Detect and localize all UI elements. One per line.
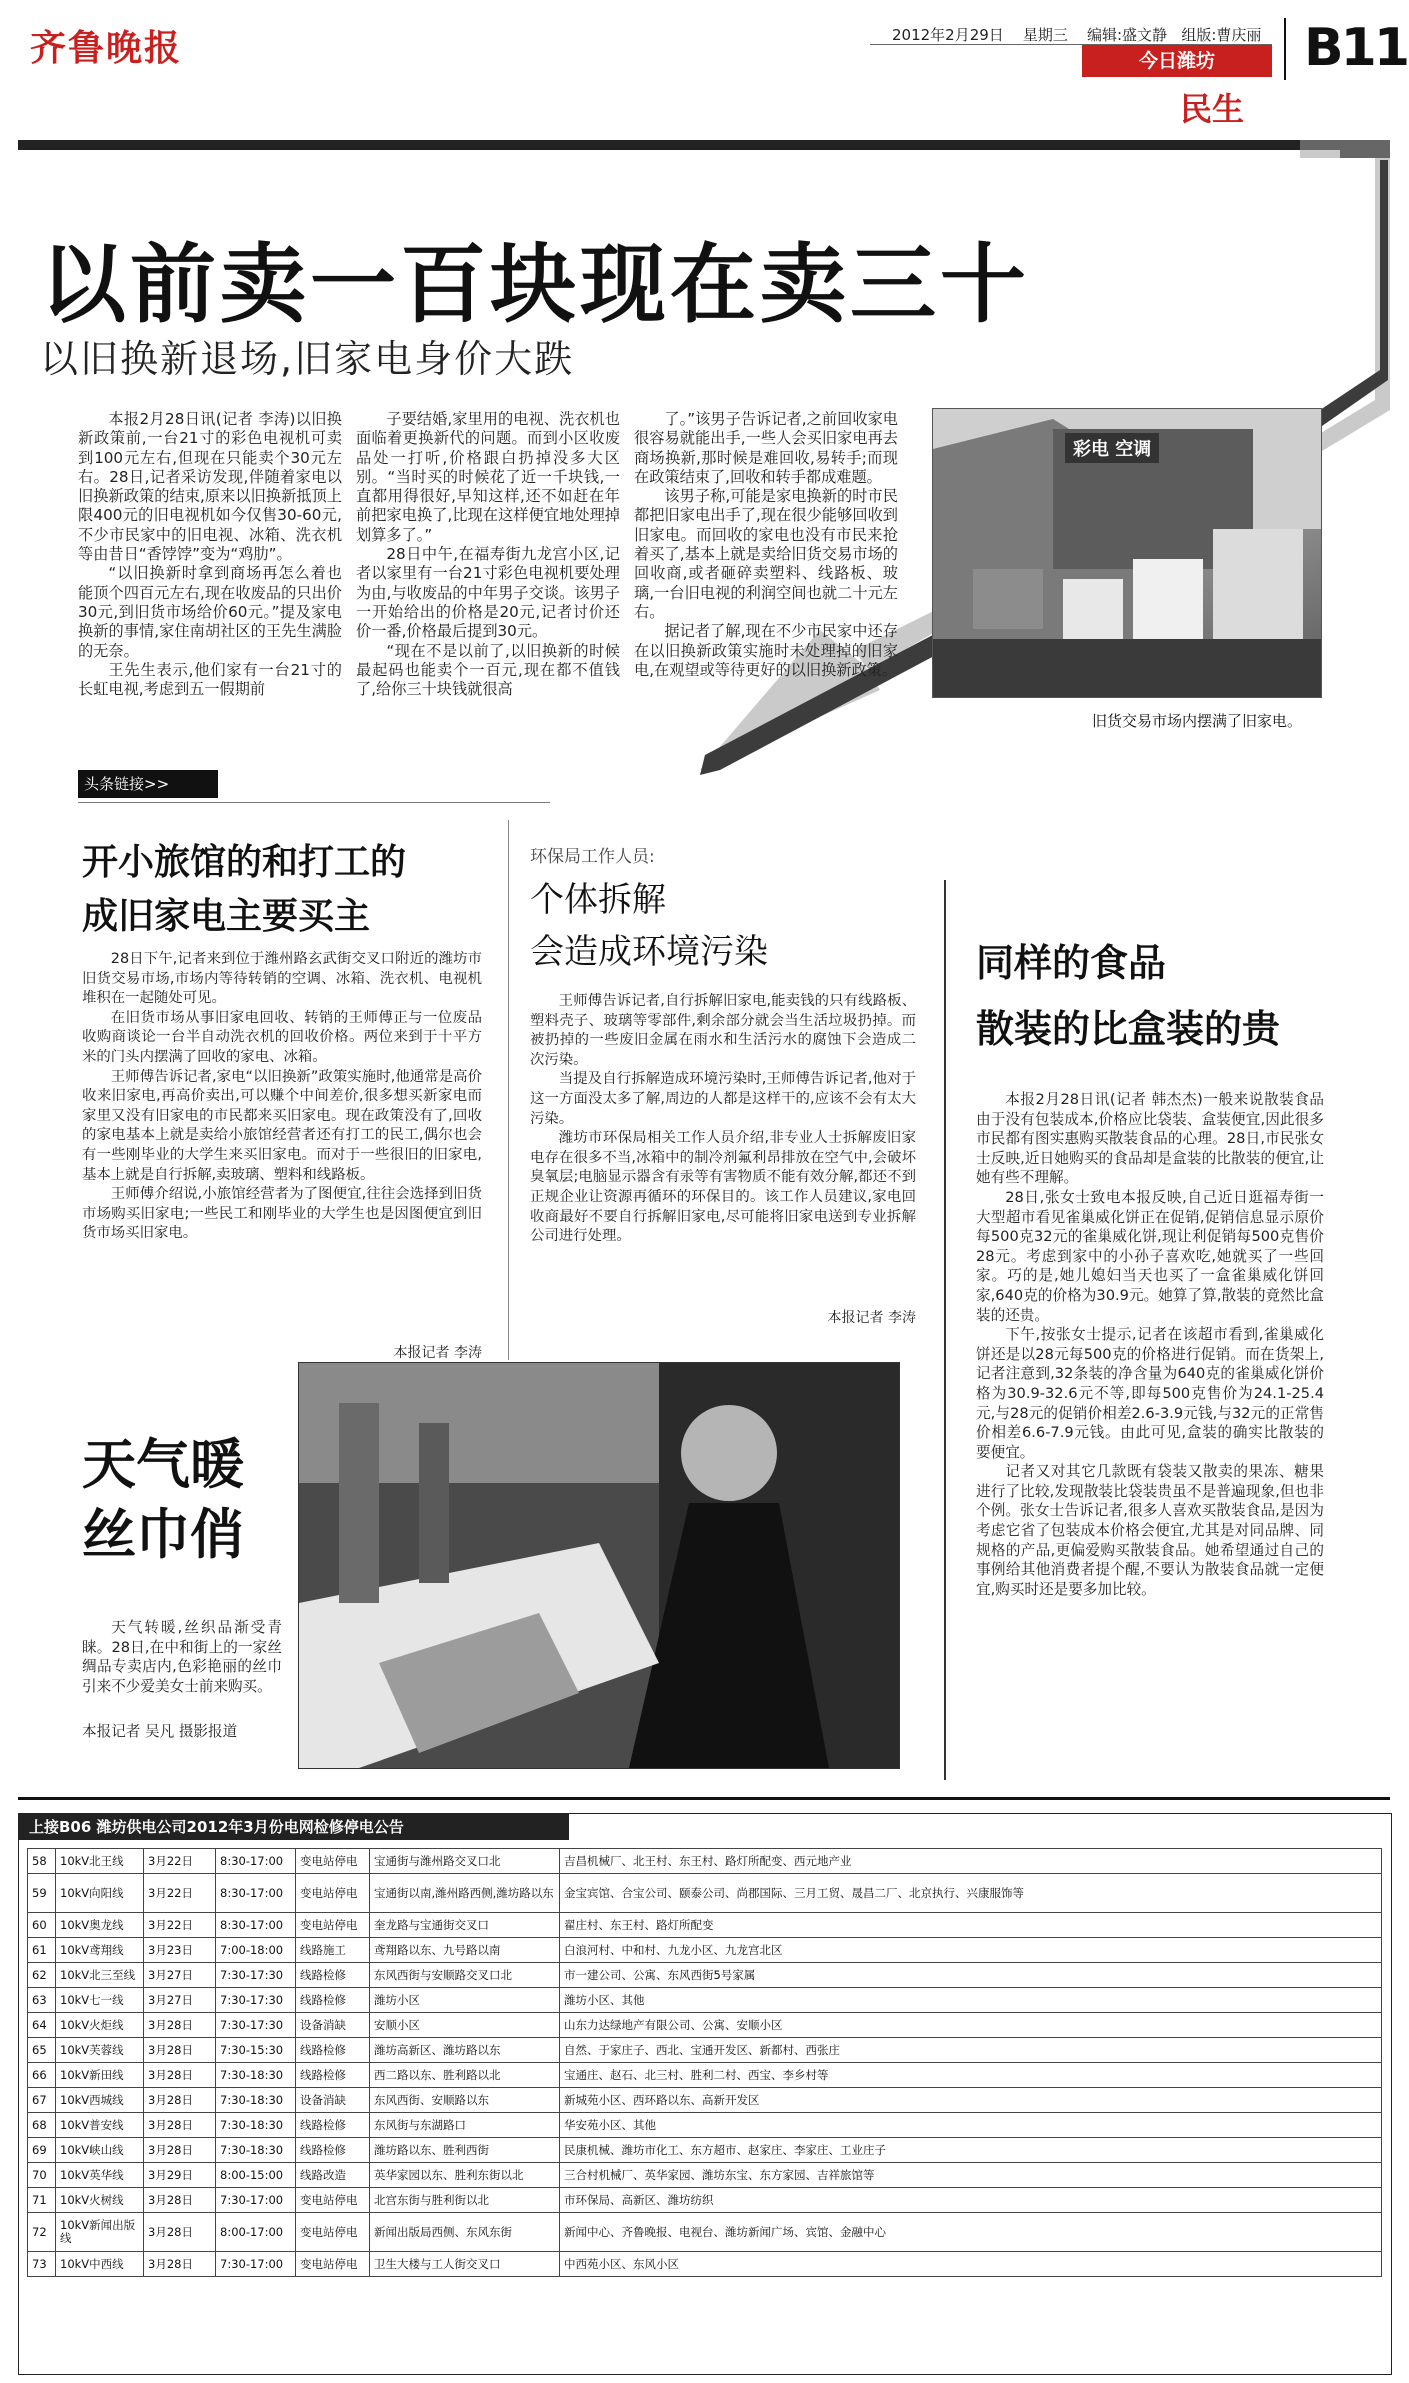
table-cell: 60 [28, 1913, 56, 1938]
table-cell: 宝通街与潍州路交叉口北 [370, 1849, 560, 1874]
table-cell: 64 [28, 2013, 56, 2038]
table-cell: 3月22日 [144, 1913, 216, 1938]
table-cell: 10kV火树线 [56, 2188, 144, 2213]
notice-title: 上接B06 潍坊供电公司2012年3月份电网检修停电公告 [19, 1814, 569, 1840]
table-cell: 7:30-17:00 [216, 2188, 296, 2213]
side-title-line2: 散装的比盒装的贵 [976, 1007, 1281, 1051]
table-cell: 10kV中西线 [56, 2252, 144, 2277]
table-cell: 设备消缺 [296, 2013, 370, 2038]
table-cell: 华安苑小区、其他 [560, 2113, 1382, 2138]
section-name: 民生 [1180, 90, 1245, 128]
table-cell: 线路改造 [296, 2163, 370, 2188]
related-tag-rule [78, 802, 550, 803]
table-cell: 潍坊路以东、胜利西街 [370, 2138, 560, 2163]
issue-meta [892, 24, 1261, 45]
table-cell: 69 [28, 2138, 56, 2163]
issue-date: 2012年2月29日 [892, 26, 1004, 44]
paragraph: 28日中午,在福寿街九龙宫小区,记者以家里有一台21寸彩色电视机要处理为由,与收废品的中年男子交谈。该男子一开始给出的价格是20元,记者讨价还价一番,价格最后提到30元。 [356, 545, 620, 641]
table-cell: 卫生大楼与工人街交叉口 [370, 2252, 560, 2277]
article-b-title [530, 874, 768, 978]
table-cell: 70 [28, 2163, 56, 2188]
table-cell: 3月28日 [144, 2013, 216, 2038]
table-cell: 山东力达绿地产有限公司、公寓、安顺小区 [560, 2013, 1382, 2038]
table-cell: 7:30-15:30 [216, 2038, 296, 2063]
table-cell: 民康机械、潍坊市化工、东方超市、赵家庄、李家庄、工业庄子 [560, 2138, 1382, 2163]
table-cell: 3月28日 [144, 2138, 216, 2163]
table-cell: 10kV北三至线 [56, 1963, 144, 1988]
scarf-shop-photo [298, 1362, 900, 1769]
table-cell: 线路检修 [296, 1988, 370, 2013]
table-cell: 线路检修 [296, 2063, 370, 2088]
table-cell: 变电站停电 [296, 1874, 370, 1913]
table-cell: 安顺小区 [370, 2013, 560, 2038]
issue-weekday: 星期三 [1022, 26, 1068, 44]
article-a-title-line2: 成旧家电主要买主 [82, 896, 371, 937]
table-row [28, 2113, 1382, 2138]
paragraph: 子要结婚,家里用的电视、洗衣机也面临着更换新代的问题。而到小区收废品处一打听,价格跟白扔掉没多大区别。“当时买的时候花了近一千块钱,一直都用得很好,早知这样,还不如赶在年前把家电换了,比现在这样便宜地处理掉划算多了。” [356, 410, 620, 544]
table-row [28, 1849, 1382, 1874]
table-cell: 变电站停电 [296, 1913, 370, 1938]
paragraph: “现在不是以前了,以旧换新的时候最起码也能卖个一百元,现在都不值钱了,给你三十块钱就很高 [356, 641, 620, 699]
table-cell: 线路施工 [296, 1938, 370, 1963]
table-row [28, 2013, 1382, 2038]
table-cell: 8:00-17:00 [216, 2213, 296, 2252]
paragraph: 下午,按张女士提示,记者在该超市看到,雀巢威化饼还是以28元每500克的价格进行促销。而在货架上,记者注意到,32条装的净含量为640克的雀巢威化饼价格为30.9-32.6元不等,即每500克售价为24.1-25.4元,与28元的促销价相差2.6-3.9元钱,与32元的正常售价相差6.6-7.9元钱。由此可见,盒装的确实比散装的要便宜。 [976, 1326, 1324, 1461]
table-row [28, 1988, 1382, 2013]
table-cell: 61 [28, 1938, 56, 1963]
table-row [28, 1938, 1382, 1963]
table-cell: 3月28日 [144, 2063, 216, 2088]
subhead: 以旧换新退场,旧家电身价大跌 [40, 337, 575, 381]
lead-column-1 [78, 410, 342, 699]
weather-title-line2: 丝巾俏 [82, 1503, 244, 1566]
table-row [28, 2213, 1382, 2252]
article-a-body [82, 950, 482, 1244]
table-cell: 变电站停电 [296, 2252, 370, 2277]
table-cell: 71 [28, 2188, 56, 2213]
article-b-kicker: 环保局工作人员: [530, 847, 655, 867]
table-cell: 65 [28, 2038, 56, 2063]
table-cell: 潍坊高新区、潍坊路以东 [370, 2038, 560, 2063]
table-cell: 变电站停电 [296, 2188, 370, 2213]
table-cell: 67 [28, 2088, 56, 2113]
editor-credit: 编辑:盛文静 [1086, 26, 1168, 44]
table-cell: 东风街与东湖路口 [370, 2113, 560, 2138]
table-cell: 10kV向阳线 [56, 1874, 144, 1913]
table-cell: 3月28日 [144, 2113, 216, 2138]
table-cell: 7:30-18:30 [216, 2113, 296, 2138]
table-cell: 7:30-18:30 [216, 2138, 296, 2163]
table-cell: 白浪河村、中和村、九龙小区、九龙宫北区 [560, 1938, 1382, 1963]
paragraph: 当提及自行拆解造成环境污染时,王师傅告诉记者,他对于这一方面没太多了解,周边的人都是这样干的,应该不会有太大污染。 [530, 1071, 916, 1127]
table-cell: 62 [28, 1963, 56, 1988]
paragraph: 天气转暖,丝织品渐受青睐。28日,在中和街上的一家丝绸品专卖店内,色彩艳丽的丝巾引来不少爱美女士前来购买。 [82, 1619, 282, 1695]
paragraph: “以旧换新时拿到商场再怎么着也能顶个四百元左右,现在收废品的只出价30元,到旧货市场给价60元。”提及家电换新的事情,家住南胡社区的王先生满脸的无奈。 [78, 564, 342, 660]
photo-caption: 旧货交易市场内摆满了旧家电。 [1092, 712, 1303, 730]
table-cell: 3月27日 [144, 1988, 216, 2013]
table-cell: 7:30-17:00 [216, 2252, 296, 2277]
table-cell: 潍坊小区 [370, 1988, 560, 2013]
table-cell: 鸢翔路以东、九号路以南 [370, 1938, 560, 1963]
paragraph: 在旧货市场从事旧家电回收、转销的王师傅正与一位废品收购商谈论一台半自动洗衣机的回收价格。两位来到于十平方米的门头内摆满了回收的家电、冰箱。 [82, 1009, 482, 1065]
table-cell: 10kV峡山线 [56, 2138, 144, 2163]
table-cell: 10kV北王线 [56, 1849, 144, 1874]
weather-title-line1: 天气暖 [82, 1433, 244, 1496]
table-cell: 7:30-17:30 [216, 1988, 296, 2013]
column-divider [944, 880, 946, 1780]
table-cell: 宝通街以南,潍州路西侧,潍坊路以东 [370, 1874, 560, 1913]
table-cell: 市环保局、高新区、潍坊纺织 [560, 2188, 1382, 2213]
table-cell: 潍坊小区、其他 [560, 1988, 1382, 2013]
table-cell: 10kV七一线 [56, 1988, 144, 2013]
table-cell: 7:30-17:30 [216, 2013, 296, 2038]
article-b-title-line2: 会造成环境污染 [530, 932, 768, 972]
table-cell: 线路检修 [296, 2138, 370, 2163]
lead-column-3 [634, 410, 898, 680]
table-cell: 10kV芙蓉线 [56, 2038, 144, 2063]
table-cell: 线路检修 [296, 1963, 370, 1988]
table-cell: 7:30-18:30 [216, 2088, 296, 2113]
table-cell: 72 [28, 2213, 56, 2252]
side-title-line1: 同样的食品 [976, 941, 1167, 985]
masthead-underline [870, 44, 1272, 45]
weather-credit: 本报记者 吴凡 摄影报道 [82, 1723, 238, 1740]
table-cell: 市一建公司、公寓、东风西街5号家属 [560, 1963, 1382, 1988]
table-cell: 8:30-17:00 [216, 1849, 296, 1874]
table-cell: 吉昌机械厂、北王村、东王村、路灯所配变、西元地产业 [560, 1849, 1382, 1874]
table-cell: 自然、于家庄子、西北、宝通开发区、新都村、西张庄 [560, 2038, 1382, 2063]
masthead-divider [1284, 18, 1286, 80]
related-tag: 头条链接>> [78, 770, 218, 798]
outage-notice [18, 1813, 1392, 2375]
paragraph: 28日,张女士致电本报反映,自己近日逛福寿街一大型超市看见雀巢威化饼正在促销,促销信息显示原价每500克32元的雀巢威化饼,现让利促销每500克售价28元。考虑到家中的小孙子喜欢吃,她就买了一些回家。巧的是,她儿媳妇当天也买了一盒雀巢威化饼回家,640克的价格为30.9元。她算了算,散装的竟然比盒装的还贵。 [976, 1188, 1324, 1324]
table-cell: 58 [28, 1849, 56, 1874]
table-cell: 3月28日 [144, 2188, 216, 2213]
table-cell: 3月29日 [144, 2163, 216, 2188]
table-row [28, 2138, 1382, 2163]
paragraph: 记者又对其它几款既有袋装又散卖的果冻、糖果进行了比较,发现散装比袋装贵虽不是普遍现象,但也非个例。张女士告诉记者,很多人喜欢买散装食品,是因为考虑它省了包装成本价格会便宜,尤其是对同品牌、同规格的产品,更偏爱购买散装食品。她希望通过自己的事例给其他消费者提个醒,不要认为散装食品就一定便宜,购买时还是要多加比较。 [976, 1463, 1324, 1598]
table-cell: 10kV新田线 [56, 2063, 144, 2088]
paragraph: 本报2月28日讯(记者 李涛)以旧换新政策前,一台21寸的彩色电视机可卖到100元左右,但现在只能卖个30元左右。28日,记者采访发现,伴随着家电以旧换新政策的结束,原来以旧换新抵顶上限400元的旧电视机如今仅售30-60元,不少市民家中的旧电视、冰箱、洗衣机等由昔日“香饽饽”变为“鸡肋”。 [78, 410, 342, 564]
weather-body [82, 1618, 282, 1696]
paragraph: 潍坊市环保局相关工作人员介绍,非专业人士拆解废旧家电存在很多不当,冰箱中的制冷剂氟利昂排放在空气中,会破坏臭氧层;电脑显示器含有汞等有害物质不能有效分解,都还不到正规企业让资源再循环的环保目的。该工作人员建议,家电回收商最好不要自行拆解旧家电,尽可能将旧家电送到专业拆解公司进行处理。 [530, 1130, 916, 1245]
designer-credit: 组版:曹庆丽 [1181, 26, 1262, 44]
table-row [28, 2188, 1382, 2213]
table-cell: 10kV西城线 [56, 2088, 144, 2113]
table-cell: 10kV英华线 [56, 2163, 144, 2188]
paragraph: 据记者了解,现在不少市民家中还存在以旧换新政策实施时未处理掉的旧家电,在观望或等待更好的以旧换新政策。 [634, 622, 898, 679]
table-row [28, 2063, 1382, 2088]
table-cell: 73 [28, 2252, 56, 2277]
table-cell: 10kV鸢翔线 [56, 1938, 144, 1963]
table-row [28, 2038, 1382, 2063]
scarf-shop-drawing [299, 1363, 899, 1768]
table-cell: 东风西街与安顺路交叉口北 [370, 1963, 560, 1988]
table-row [28, 1963, 1382, 1988]
table-cell: 线路检修 [296, 2038, 370, 2063]
notice-table-body [28, 1849, 1382, 2277]
table-row [28, 2088, 1382, 2113]
table-cell: 宝通庄、赵石、北三村、胜利二村、西宝、李乡村等 [560, 2063, 1382, 2088]
table-cell: 三合村机械厂、英华家园、潍坊东宝、东方家园、吉祥旅馆等 [560, 2163, 1382, 2188]
table-cell: 7:30-18:30 [216, 2063, 296, 2088]
table-cell: 翟庄村、东王村、路灯所配变 [560, 1913, 1382, 1938]
table-row [28, 1874, 1382, 1913]
notice-table [27, 1848, 1382, 2277]
table-cell: 68 [28, 2113, 56, 2138]
table-cell: 8:30-17:00 [216, 1874, 296, 1913]
table-cell: 设备消缺 [296, 2088, 370, 2113]
article-a-title [82, 836, 406, 944]
article-b-title-line1: 个体拆解 [530, 880, 666, 920]
paragraph: 28日下午,记者来到位于潍州路玄武街交叉口附近的潍坊市旧货交易市场,市场内等待转销的空调、冰箱、洗衣机、电视机堆积在一起随处可见。 [82, 951, 482, 1007]
table-cell: 北宫东街与胜利街以北 [370, 2188, 560, 2213]
paragraph: 王师傅告诉记者,自行拆解旧家电,能卖钱的只有线路板、塑料壳子、玻璃等零部件,剩余部分就会当生活垃圾扔掉。而被扔掉的一些废旧金属在雨水和生活污水的腐蚀下会造成二次污染。 [530, 993, 916, 1068]
paragraph: 该男子称,可能是家电换新的时市民都把旧家电出手了,现在很少能够回收到旧家电。而回收的家电也没有市民来抢着买了,基本上就是卖给旧货交易市场的回收商,或者砸碎卖塑料、线路板、玻璃,一台旧电视的利润空间也就二十元左右。 [634, 487, 898, 621]
table-cell: 63 [28, 1988, 56, 2013]
table-cell: 东风西街、安顺路以东 [370, 2088, 560, 2113]
table-cell: 线路检修 [296, 2113, 370, 2138]
table-cell: 66 [28, 2063, 56, 2088]
table-cell: 3月28日 [144, 2088, 216, 2113]
article-b-body [530, 992, 916, 1247]
paragraph: 本报2月28日讯(记者 韩杰杰)一般来说散装食品由于没有包装成本,价格应比袋装、盒装便宜,因此很多市民都有图实惠购买散装食品的心理。28日,市民张女士反映,近日她购买的食品却是盒装的比散装的便宜,让她有些不理解。 [976, 1091, 1324, 1187]
paragraph: 王师傅告诉记者,家电“以旧换新”政策实施时,他通常是高价收来旧家电,再高价卖出,可以赚个中间差价,很多想买新家电而家里又没有旧家电的市民都来买旧家电。现在政策没有了,回收的家电基本上就是卖给小旅馆经营者还有打工的民工,偶尔也会有一些刚毕业的大学生来买旧家电。而对于一些很旧的旧家电,基本上就是自行拆解,卖玻璃、塑料和线路板。 [82, 1068, 482, 1183]
headline: 以前卖一百块现在卖三十 [40, 235, 1030, 335]
table-cell: 新闻出版局西侧、东风东街 [370, 2213, 560, 2252]
article-a-byline: 本报记者 李涛 [393, 1345, 482, 1361]
table-cell: 西二路以东、胜利路以北 [370, 2063, 560, 2088]
table-row [28, 2252, 1382, 2277]
table-cell: 英华家园以东、胜利东街以北 [370, 2163, 560, 2188]
side-story-body [976, 1090, 1324, 1599]
table-cell: 新城苑小区、西环路以东、高新开发区 [560, 2088, 1382, 2113]
table-cell: 金宝宾馆、合宝公司、颐泰公司、尚郡国际、三月工贸、晟昌二厂、北京执行、兴康服饰等 [560, 1874, 1382, 1913]
table-cell: 59 [28, 1874, 56, 1913]
table-cell: 奎龙路与宝通街交叉口 [370, 1913, 560, 1938]
shop-sign: 彩电 空调 [1065, 433, 1159, 463]
table-row [28, 2163, 1382, 2188]
column-divider [508, 820, 509, 1360]
bottom-rule [18, 1797, 1390, 1800]
table-cell: 3月28日 [144, 2252, 216, 2277]
table-row [28, 1913, 1382, 1938]
weather-title [82, 1430, 244, 1570]
table-cell: 7:30-17:30 [216, 1963, 296, 1988]
table-cell: 10kV新闻出版线 [56, 2213, 144, 2252]
table-cell: 10kV火炬线 [56, 2013, 144, 2038]
table-cell: 新闻中心、齐鲁晚报、电视台、潍坊新闻广场、宾馆、金融中心 [560, 2213, 1382, 2252]
table-cell: 3月28日 [144, 2038, 216, 2063]
table-cell: 变电站停电 [296, 2213, 370, 2252]
table-cell: 3月27日 [144, 1963, 216, 1988]
page-number: B11 [1304, 18, 1407, 78]
table-cell: 3月23日 [144, 1938, 216, 1963]
paragraph: 了。”该男子告诉记者,之前回收家电很容易就能出手,一些人会买旧家电再去商场换新,那时候是难回收,易转手;而现在政策结束了,回收和转手都成难题。 [634, 410, 898, 486]
article-b-byline: 本报记者 李涛 [827, 1310, 916, 1326]
table-cell: 变电站停电 [296, 1849, 370, 1874]
side-story-title [976, 930, 1280, 1062]
paragraph: 王先生表示,他们家有一台21寸的长虹电视,考虑到五一假期前 [78, 660, 342, 699]
table-cell: 中西苑小区、东风小区 [560, 2252, 1382, 2277]
table-cell: 8:00-15:00 [216, 2163, 296, 2188]
table-cell: 10kV普安线 [56, 2113, 144, 2138]
table-cell: 3月28日 [144, 2213, 216, 2252]
market-photo [932, 408, 1322, 698]
table-cell: 3月22日 [144, 1874, 216, 1913]
article-a-title-line1: 开小旅馆的和打工的 [82, 842, 407, 883]
table-cell: 8:30-17:00 [216, 1913, 296, 1938]
paragraph: 王师傅介绍说,小旅馆经营者为了图便宜,往往会选择到旧货市场购买旧家电;一些民工和刚毕业的大学生也是因图便宜到旧货市场买旧家电。 [82, 1186, 482, 1242]
lead-column-2 [356, 410, 620, 699]
table-cell: 3月22日 [144, 1849, 216, 1874]
table-cell: 7:00-18:00 [216, 1938, 296, 1963]
section-tag: 今日潍坊 [1082, 45, 1272, 77]
table-cell: 10kV奥龙线 [56, 1913, 144, 1938]
newspaper-logo: 齐鲁晚报 [30, 27, 183, 69]
